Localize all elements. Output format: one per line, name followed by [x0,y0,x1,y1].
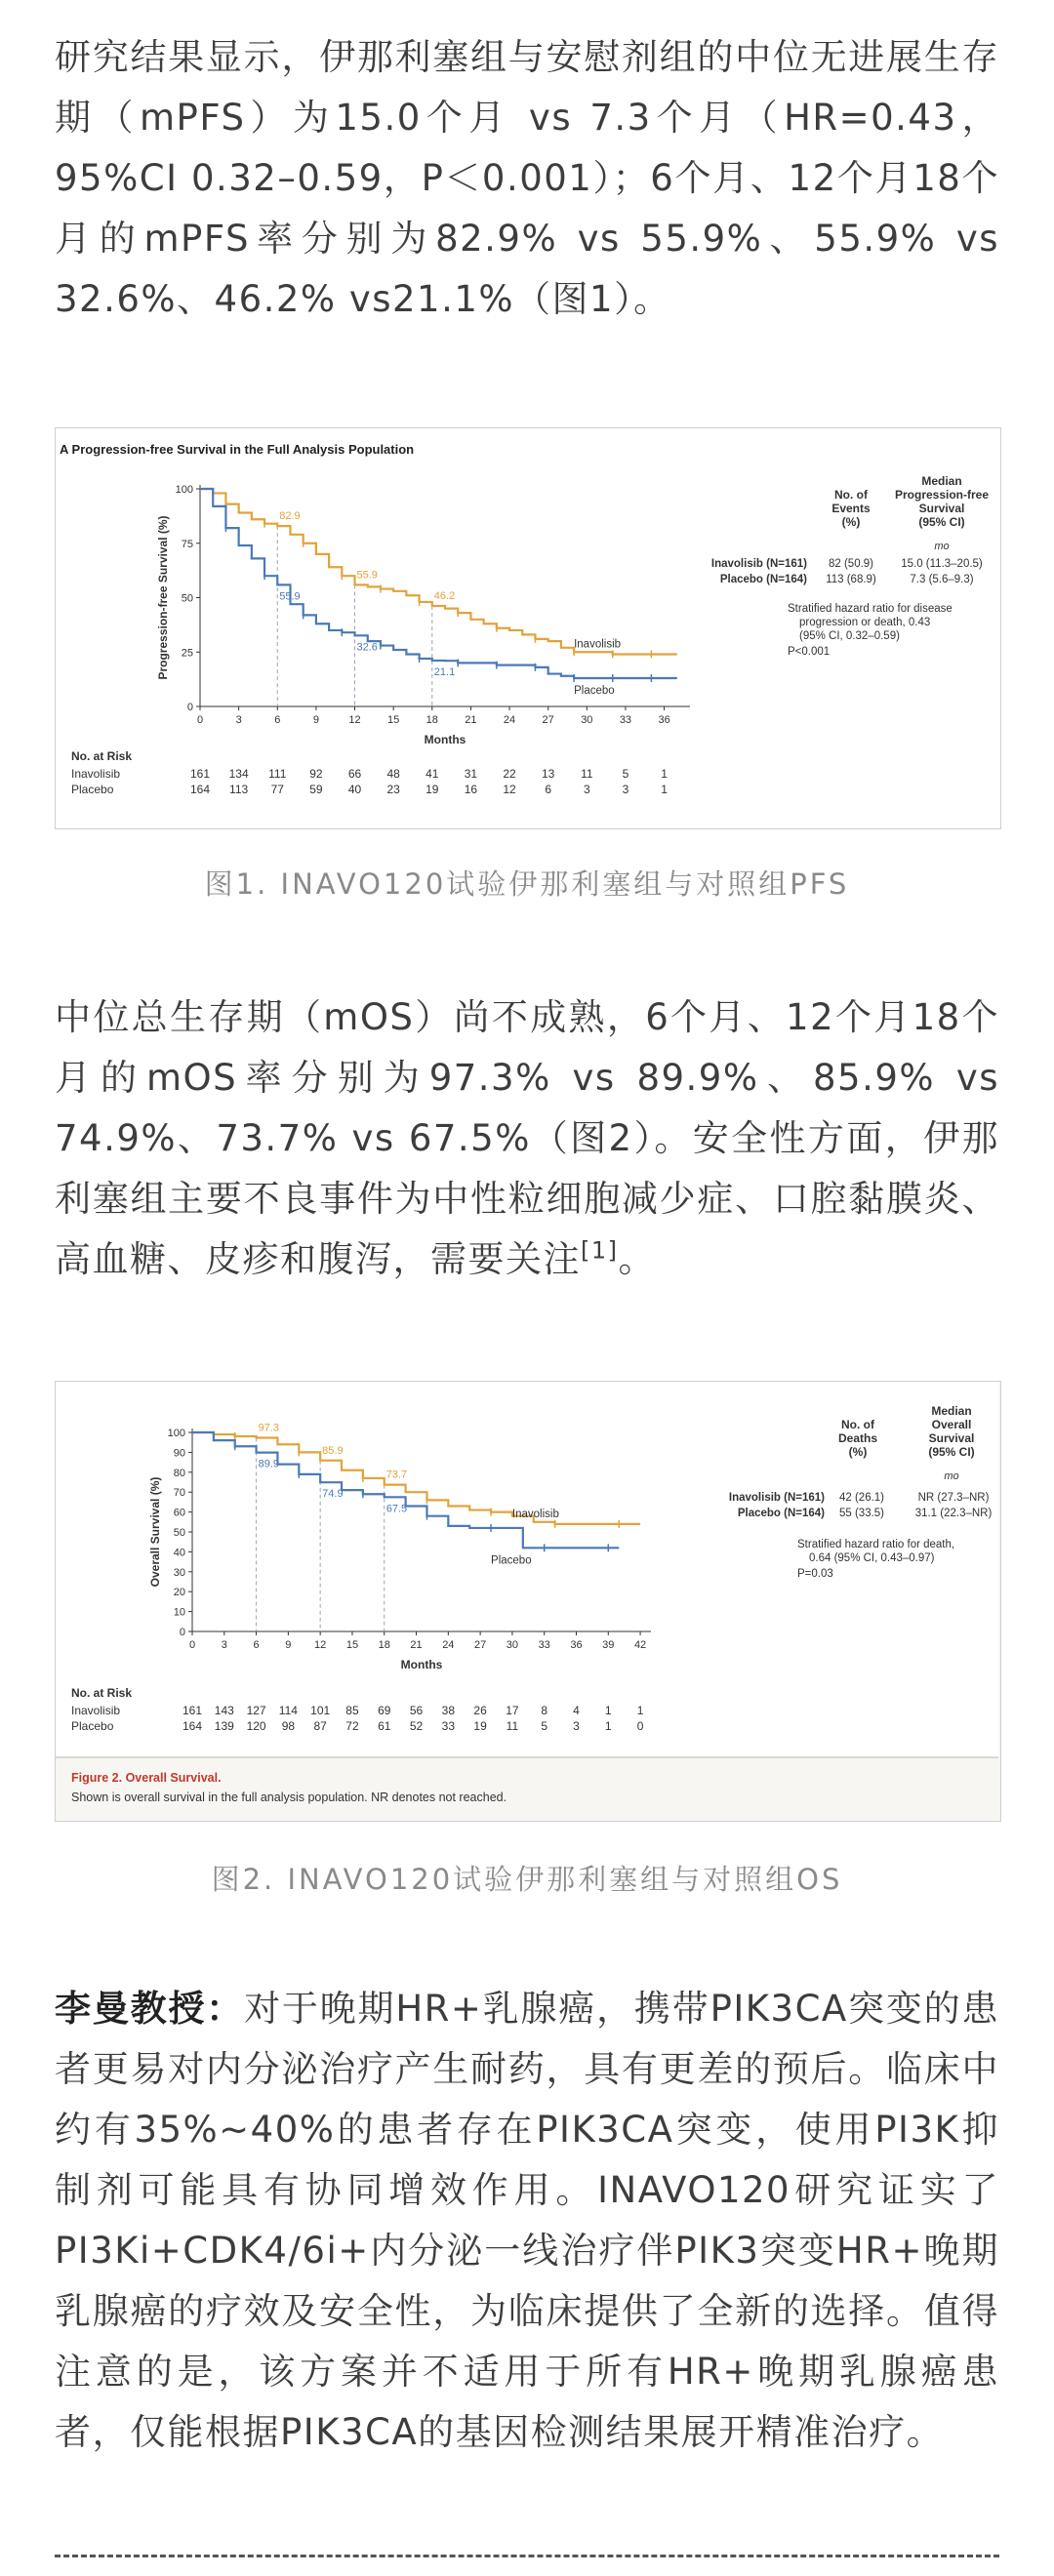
fig1-col-median-2: Progression-free [894,488,990,502]
data-label: 73.7 [385,1469,408,1481]
y-tick-label: 0 [179,1627,185,1638]
risk-value: 26 [473,1704,487,1717]
risk-value: 1 [661,767,668,781]
risk-value: 59 [309,783,323,796]
bottom-divider [55,2555,999,2557]
y-tick-label: 75 [181,538,193,550]
x-tick-label: 30 [581,714,593,726]
y-axis-label: Progression-free Survival (%) [156,515,170,680]
risk-value: 164 [189,783,211,796]
fig2-col-deaths-1: No. of [841,1418,874,1431]
expert-name: 李曼教授： [55,1988,245,2030]
risk-value: 5 [541,1719,548,1733]
fig2-row-placebo-label: Placebo (N=164) [737,1508,825,1519]
fig1-col-events-1: No. of [834,488,868,502]
risk-value: 139 [214,1719,234,1733]
fig2-col-median-3: Survival [928,1431,975,1445]
fig2-col-deaths-2: Deaths [837,1431,878,1445]
paragraph-expert-comment [55,1979,999,2463]
figure-os [55,1381,1001,1822]
x-tick-label: 33 [619,714,632,726]
risk-value: 33 [441,1719,456,1733]
x-tick-label: 15 [387,714,400,726]
risk-value: 19 [426,783,439,796]
fig2-col-median-4: (95% CI) [928,1445,975,1459]
x-tick-label: 36 [658,714,670,726]
data-label: 74.9 [322,1488,344,1501]
data-label: 82.9 [279,510,301,523]
fig2-row-inavolisib-label: Inavolisib (N=161) [728,1492,825,1504]
y-tick-label: 100 [175,484,193,496]
risk-value: 134 [228,767,249,781]
x-tick-label: 21 [465,714,477,726]
fig2-footer-title: Figure 2. Overall Survival. [71,1771,222,1785]
x-tick-label: 15 [345,1639,359,1651]
risk-value: 8 [541,1704,548,1717]
x-tick-label: 6 [253,1639,260,1651]
risk-value: 1 [604,1719,612,1733]
y-axis-label: Overall Survival (%) [148,1476,162,1588]
risk-value: 3 [573,1719,580,1733]
risk-value: 164 [182,1719,203,1733]
fig2-mo-label: mo [944,1470,959,1482]
fig1-col-events-3: (%) [841,515,861,529]
fig1-hr-line-4: P<0.001 [788,646,831,658]
x-tick-label: 27 [542,714,554,726]
x-tick-label: 0 [188,1639,196,1651]
curve-label-inavolisib: Inavolisib [511,1508,559,1520]
risk-value: 12 [503,783,516,796]
caption-figure-2: 图2. INAVO120试验伊那利塞组与对照组OS [211,1863,843,1896]
y-tick-label: 100 [167,1428,185,1439]
data-label: 32.6 [356,641,378,654]
risk-value: 111 [268,767,287,781]
figure-pfs-svg [56,428,998,826]
risk-value: 22 [503,767,516,781]
figure-os-svg [56,1382,998,1819]
paragraph-os-text: 中位总生存期（mOS）尚不成熟，6个月、12个月18个月的mOS率分别为97.3% vs 89.9%、85.9% vs 74.9%、73.7% vs 67.5%（图2）。安全性方面，伊那利塞组主要不良事件为中性粒细胞减少症、口腔黏膜炎、高血糖、皮疹和腹泻，需要关注 [55,996,999,1280]
data-label: 97.3 [258,1422,280,1434]
x-tick-label: 18 [426,714,438,726]
fig2-risk-label-placebo: Placebo [71,1719,114,1733]
x-tick-label: 9 [285,1639,292,1651]
risk-value: 52 [409,1719,424,1733]
fig2-col-deaths-3: (%) [848,1445,868,1459]
risk-value: 11 [506,1719,519,1733]
x-tick-label: 21 [410,1639,423,1651]
data-label: 55.9 [356,569,378,582]
fig2-row-inavolisib-median: NR (27.3–NR) [917,1492,990,1504]
risk-value: 114 [278,1704,298,1717]
y-tick-label: 10 [173,1606,185,1619]
risk-value: 161 [189,767,211,781]
fig1-col-median-4: (95% CI) [918,515,965,529]
figure-pfs [55,427,1001,829]
risk-value: 72 [345,1719,359,1733]
x-tick-label: 3 [221,1639,227,1651]
x-tick-label: 9 [312,714,319,726]
y-tick-label: 30 [173,1566,185,1579]
fig2-col-median-2: Overall [931,1418,972,1431]
risk-value: 56 [409,1704,424,1717]
fig1-risk-label-inavolisib: Inavolisib [71,767,121,781]
risk-value: 1 [604,1704,612,1717]
fig2-risk-label-inavolisib: Inavolisib [71,1704,121,1717]
risk-value: 127 [246,1704,266,1717]
y-tick-label: 80 [173,1467,185,1479]
fig1-risk-label-placebo: Placebo [71,783,114,796]
fig2-row-placebo-median: 31.1 (22.3–NR) [914,1508,993,1519]
paragraph-os-end: 。 [618,1238,656,1280]
risk-value: 69 [378,1704,391,1717]
figure-pfs-panel-title: A Progression-free Survival in the Full Analysis Population [60,442,415,457]
risk-value: 48 [386,767,400,781]
risk-value: 16 [464,783,478,796]
risk-value: 5 [622,767,629,781]
risk-value: 61 [378,1719,391,1733]
fig1-hr-line-3: (95% CI, 0.32–0.59) [799,630,900,642]
data-label: 46.2 [433,589,456,602]
fig2-row-placebo-deaths: 55 (33.5) [838,1508,885,1519]
fig2-footer-text: Shown is overall survival in the full analysis population. NR denotes not reached. [71,1791,507,1804]
x-tick-label: 12 [348,714,361,726]
fig2-hr-line-1: Stratified hazard ratio for death, [797,1539,955,1550]
risk-value: 1 [661,783,668,796]
risk-value: 31 [464,767,478,781]
risk-value: 120 [246,1719,266,1733]
x-axis-label: Months [400,1658,443,1671]
data-label: 85.9 [322,1444,344,1457]
x-tick-label: 36 [570,1639,583,1651]
x-tick-label: 33 [538,1639,550,1651]
fig1-row-inavolisib-events: 82 (50.9) [828,558,874,570]
risk-value: 3 [622,783,629,796]
y-tick-label: 20 [173,1587,185,1599]
fig2-risk-title: No. at Risk [71,1686,133,1700]
risk-value: 1 [636,1704,644,1717]
curve-label-inavolisib: Inavolisib [574,638,622,651]
risk-value: 77 [270,783,284,796]
fig1-hr-line-1: Stratified hazard ratio for disease [788,603,953,615]
fig2-col-median-1: Median [931,1404,972,1418]
x-tick-label: 24 [503,714,516,726]
x-tick-label: 6 [274,714,281,726]
risk-value: 3 [583,783,590,796]
fig1-hr-line-2: progression or death, 0.43 [799,617,931,628]
fig1-col-median-3: Survival [918,502,965,515]
data-label: 89.9 [258,1458,280,1470]
x-tick-label: 42 [633,1639,647,1651]
y-tick-label: 70 [173,1487,185,1500]
fig1-col-median-1: Median [921,474,962,488]
y-tick-label: 50 [181,592,193,605]
x-tick-label: 3 [235,714,242,726]
x-tick-label: 18 [378,1639,390,1651]
data-label: 55.9 [279,590,301,603]
fig1-row-placebo-events: 113 (68.9) [826,574,876,585]
y-tick-label: 40 [173,1547,185,1559]
risk-value: 23 [386,783,400,796]
risk-value: 6 [545,783,552,796]
fig1-row-placebo-label: Placebo (N=164) [719,574,807,585]
fig1-col-events-2: Events [831,502,871,515]
risk-value: 11 [581,767,593,781]
caption-figure-1: 图1. INAVO120试验伊那利塞组与对照组PFS [204,867,850,901]
x-tick-label: 27 [473,1639,487,1651]
risk-value: 92 [309,767,323,781]
fig2-row-inavolisib-deaths: 42 (26.1) [838,1492,885,1504]
risk-value: 85 [345,1704,359,1717]
risk-value: 41 [426,767,439,781]
fig1-row-placebo-median: 7.3 (5.6–9.3) [910,574,974,585]
reference-1[interactable]: [1] [581,1236,619,1265]
fig1-risk-title: No. at Risk [71,749,133,763]
risk-value: 17 [506,1704,519,1717]
risk-value: 38 [441,1704,456,1717]
risk-value: 101 [310,1704,331,1717]
data-label: 21.1 [433,665,456,678]
fig2-hr-line-3: P=0.03 [797,1568,833,1580]
fig1-row-inavolisib-median: 15.0 (11.3–20.5) [901,558,983,570]
paragraph-results-pfs: 研究结果显示，伊那利塞组与安慰剂组的中位无进展生存期（mPFS）为15.0个月 vs 7.3个月（HR=0.43，95%CI 0.32–0.59，P＜0.001）；6个月、12个月18个月的mPFS率分别为82.9% vs 55.9%、55.9% vs 32.6%、46.2% vs21.1%（图1）。 [55,36,999,320]
risk-value: 13 [542,767,555,781]
fig1-row-inavolisib-label: Inavolisib (N=161) [710,558,807,570]
risk-value: 98 [281,1719,296,1733]
risk-value: 19 [473,1719,487,1733]
risk-value: 113 [229,783,249,796]
curve-label-placebo: Placebo [574,685,615,698]
curve-label-placebo: Placebo [491,1554,532,1567]
risk-value: 40 [347,783,362,796]
x-tick-label: 12 [314,1639,327,1651]
y-tick-label: 60 [173,1507,185,1519]
risk-value: 0 [636,1719,644,1733]
expert-comment-text: 对于晚期HR+乳腺癌，携带PIK3CA突变的患者更易对内分泌治疗产生耐药，具有更差的预后。临床中约有35%~40%的患者存在PIK3CA突变，使用PI3K抑制剂可能具有协同增效作用。INAVO120研究证实了PI3Ki+CDK4/6i+内分泌一线治疗伴PIK3突变HR+晚期乳腺癌的疗效及安全性，为临床提供了全新的选择。值得注意的是，该方案并不适用于所有HR+晚期乳腺癌患者，仅能根据PIK3CA的基因检测结果展开精准治疗。 [55,1988,999,2453]
risk-value: 161 [182,1704,203,1717]
risk-value: 143 [214,1704,234,1717]
y-tick-label: 90 [173,1447,185,1460]
x-tick-label: 24 [442,1639,455,1651]
y-tick-label: 25 [181,647,193,660]
km-curve-inavolisib [200,489,677,654]
risk-value: 4 [573,1704,580,1717]
x-tick-label: 0 [196,714,204,726]
x-tick-label: 30 [506,1639,519,1651]
y-tick-label: 50 [173,1527,185,1539]
paragraph-results-os [55,987,999,1290]
risk-value: 66 [347,767,362,781]
x-tick-label: 39 [602,1639,615,1651]
x-axis-label: Months [424,733,466,746]
data-label: 67.5 [385,1503,408,1515]
risk-value: 87 [313,1719,327,1733]
fig2-hr-line-2: 0.64 (95% CI, 0.43–0.97) [809,1552,935,1564]
y-tick-label: 0 [186,702,193,713]
fig1-mo-label: mo [934,541,950,552]
